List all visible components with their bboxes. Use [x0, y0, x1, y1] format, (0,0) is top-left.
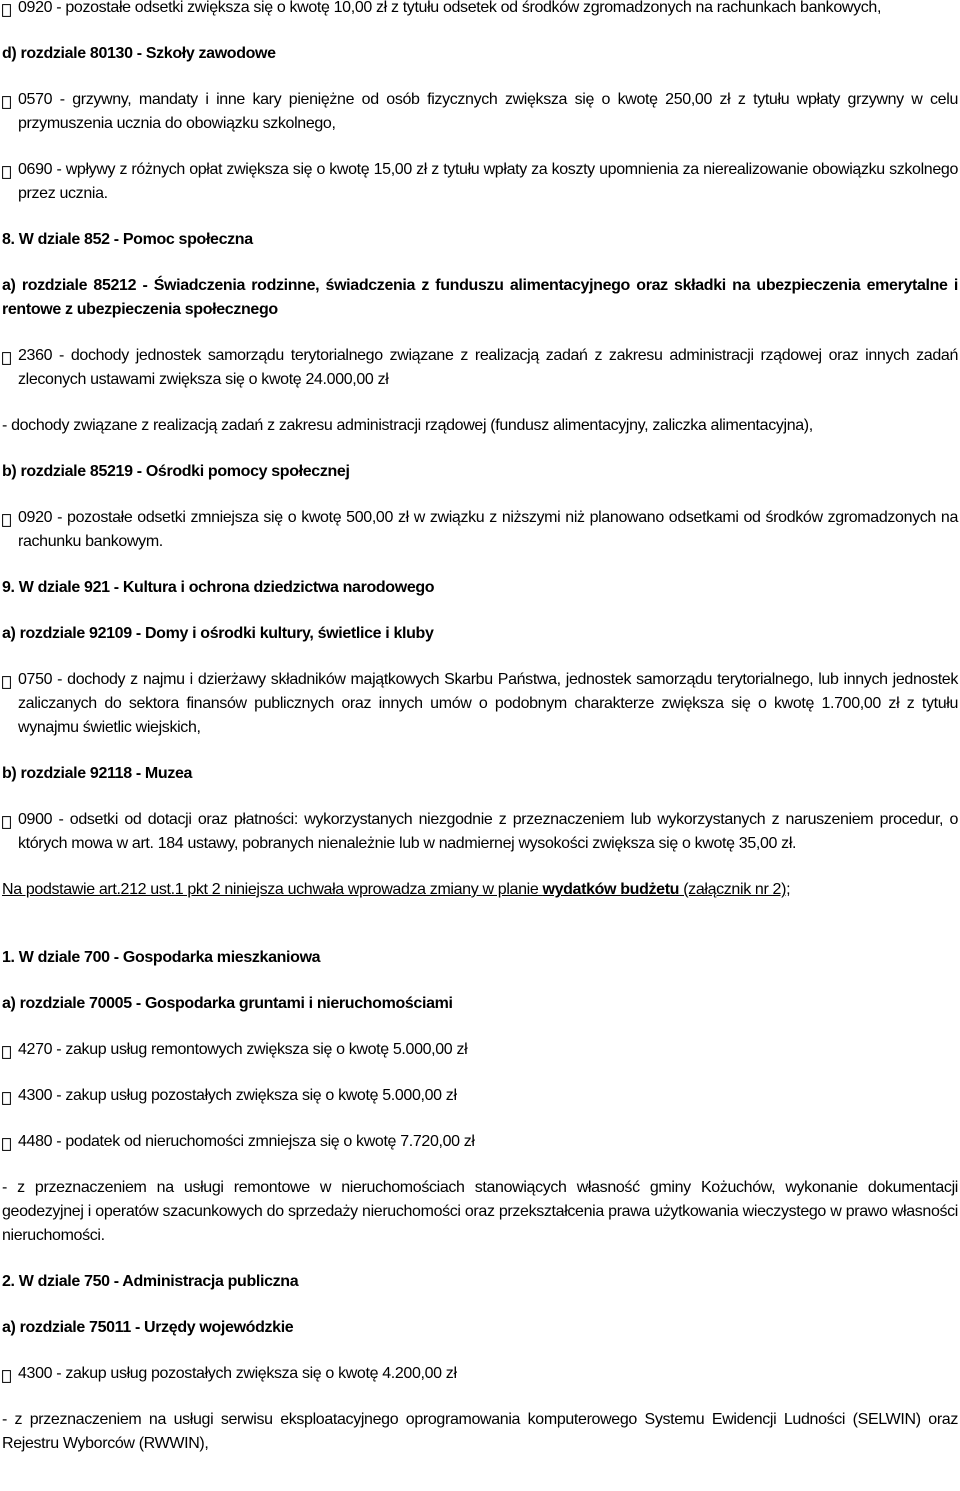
bullet-paragraph [2, 344, 958, 392]
section-heading: 2. W dziale 750 - Administracja publiczna [2, 1273, 299, 1290]
square-bullet-icon [2, 813, 11, 826]
square-bullet-icon [2, 1367, 11, 1380]
legal-basis-tail: (załącznik nr 2); [679, 881, 791, 898]
dash-paragraph: - z przeznaczeniem na usługi remontowe w nieruchomościach stanowiących własność gminy Kożuchów, wykonanie dokumentacji geodezyjnej i operatów szacunkowych do sprzedaży nieruchomości oraz przekształcenia prawa użytkowania wieczystego w prawo własności nieruchomości. [2, 1179, 958, 1244]
square-bullet-icon [2, 1, 11, 14]
section-heading: 8. W dziale 852 - Pomoc społeczna [2, 231, 253, 248]
square-bullet-icon [2, 349, 11, 362]
paragraph-text: 0750 - dochody z najmu i dzierżawy składników majątkowych Skarbu Państwa, jednostek samorządu terytorialnego, lub innych jednostek zaliczanych do sektora finansów publicznych oraz innych umów o podobnym charakterze zwiększa się o kwotę 1.700,00 zł z tytułu wynajmu świetlic wiejskich, [18, 671, 958, 736]
bullet-paragraph [2, 1362, 958, 1386]
bullet-paragraph [2, 1038, 958, 1062]
legal-basis-paragraph [2, 878, 958, 902]
legal-basis-text: Na podstawie art.212 ust.1 pkt 2 niniejsza uchwała wprowadza zmiany w planie [2, 881, 543, 898]
paragraph-text: 0690 - wpływy z różnych opłat zwiększa się o kwotę 15,00 zł z tytułu wpłaty za koszty upomnienia za nierealizowanie obowiązku szkolnego przez ucznia. [18, 161, 958, 202]
paragraph-text: 2360 - dochody jednostek samorządu terytorialnego związane z realizacją zadań z zakresu administracji rządowej oraz innych zadań zleconych ustawami zwiększa się o kwotę 24.000,00 zł [18, 347, 958, 388]
paragraph-text: 4300 - zakup usług pozostałych zwiększa się o kwotę 5.000,00 zł [18, 1087, 457, 1104]
bullet-paragraph [2, 808, 958, 856]
square-bullet-icon [2, 93, 11, 106]
section-heading: b) rozdziale 92118 - Muzea [2, 765, 193, 782]
paragraph-text: 4300 - zakup usług pozostałych zwiększa się o kwotę 4.200,00 zł [18, 1365, 457, 1382]
section-heading: a) rozdziale 70005 - Gospodarka gruntami i nieruchomościami [2, 995, 453, 1012]
section-heading: a) rozdziale 75011 - Urzędy wojewódzkie [2, 1319, 294, 1336]
paragraph-text: 0570 - grzywny, mandaty i inne kary pieniężne od osób fizycznych zwiększa się o kwotę 250,00 zł z tytułu wpłaty grzywny w celu przymuszenia ucznia do obowiązku szkolnego, [18, 91, 958, 132]
dash-paragraph: - dochody związane z realizacją zadań z zakresu administracji rządowej (fundusz alimentacyjny, zaliczka alimentacyjna), [2, 417, 813, 434]
dash-paragraph: - z przeznaczeniem na usługi serwisu eksploatacyjnego oprogramowania komputerowego Systemu Ewidencji Ludności (SELWIN) oraz Rejestru Wyborców (RWWIN), [2, 1411, 958, 1452]
bullet-paragraph [2, 506, 958, 554]
bullet-paragraph [2, 668, 958, 740]
bullet-paragraph [2, 88, 958, 136]
section-heading: b) rozdziale 85219 - Ośrodki pomocy społecznej [2, 463, 350, 480]
square-bullet-icon [2, 1043, 11, 1056]
square-bullet-icon [2, 673, 11, 686]
bullet-paragraph [2, 1084, 958, 1108]
section-heading: a) rozdziale 92109 - Domy i ośrodki kultury, świetlice i kluby [2, 625, 434, 642]
paragraph-text: 4480 - podatek od nieruchomości zmniejsza się o kwotę 7.720,00 zł [18, 1133, 475, 1150]
bullet-paragraph [2, 0, 958, 20]
bullet-paragraph [2, 1130, 958, 1154]
paragraph-text: 0920 - pozostałe odsetki zmniejsza się o kwotę 500,00 zł w związku z niższymi niż planowano odsetkami od środków zgromadzonych na rachunku bankowym. [18, 509, 958, 550]
paragraph-text: 4270 - zakup usług remontowych zwiększa się o kwotę 5.000,00 zł [18, 1041, 468, 1058]
square-bullet-icon [2, 1089, 11, 1102]
section-heading: a) rozdziale 85212 - Świadczenia rodzinne, świadczenia z funduszu alimentacyjnego oraz składki na ubezpieczenia emerytalne i rentowe z ubezpieczenia społecznego [2, 277, 958, 318]
square-bullet-icon [2, 511, 11, 524]
paragraph-text: 0900 - odsetki od dotacji oraz płatności: wykorzystanych niezgodnie z przeznaczeniem lub wykorzystanych z naruszeniem procedur, o których mowa w art. 184 ustawy, pobranych nienależnie lub w nadmiernej wysokości zwiększa się o kwotę 35,00 zł. [18, 811, 958, 852]
square-bullet-icon [2, 163, 11, 176]
legal-basis-bold: wydatków budżetu [542, 881, 680, 898]
square-bullet-icon [2, 1135, 11, 1148]
section-heading: d) rozdziale 80130 - Szkoły zawodowe [2, 45, 276, 62]
paragraph-text: 0920 - pozostałe odsetki zwiększa się o kwotę 10,00 zł z tytułu odsetek od środków zgromadzonych na rachunkach bankowych, [18, 0, 882, 16]
bullet-paragraph [2, 158, 958, 206]
section-heading: 9. W dziale 921 - Kultura i ochrona dziedzictwa narodowego [2, 579, 435, 596]
section-heading: 1. W dziale 700 - Gospodarka mieszkaniowa [2, 949, 321, 966]
